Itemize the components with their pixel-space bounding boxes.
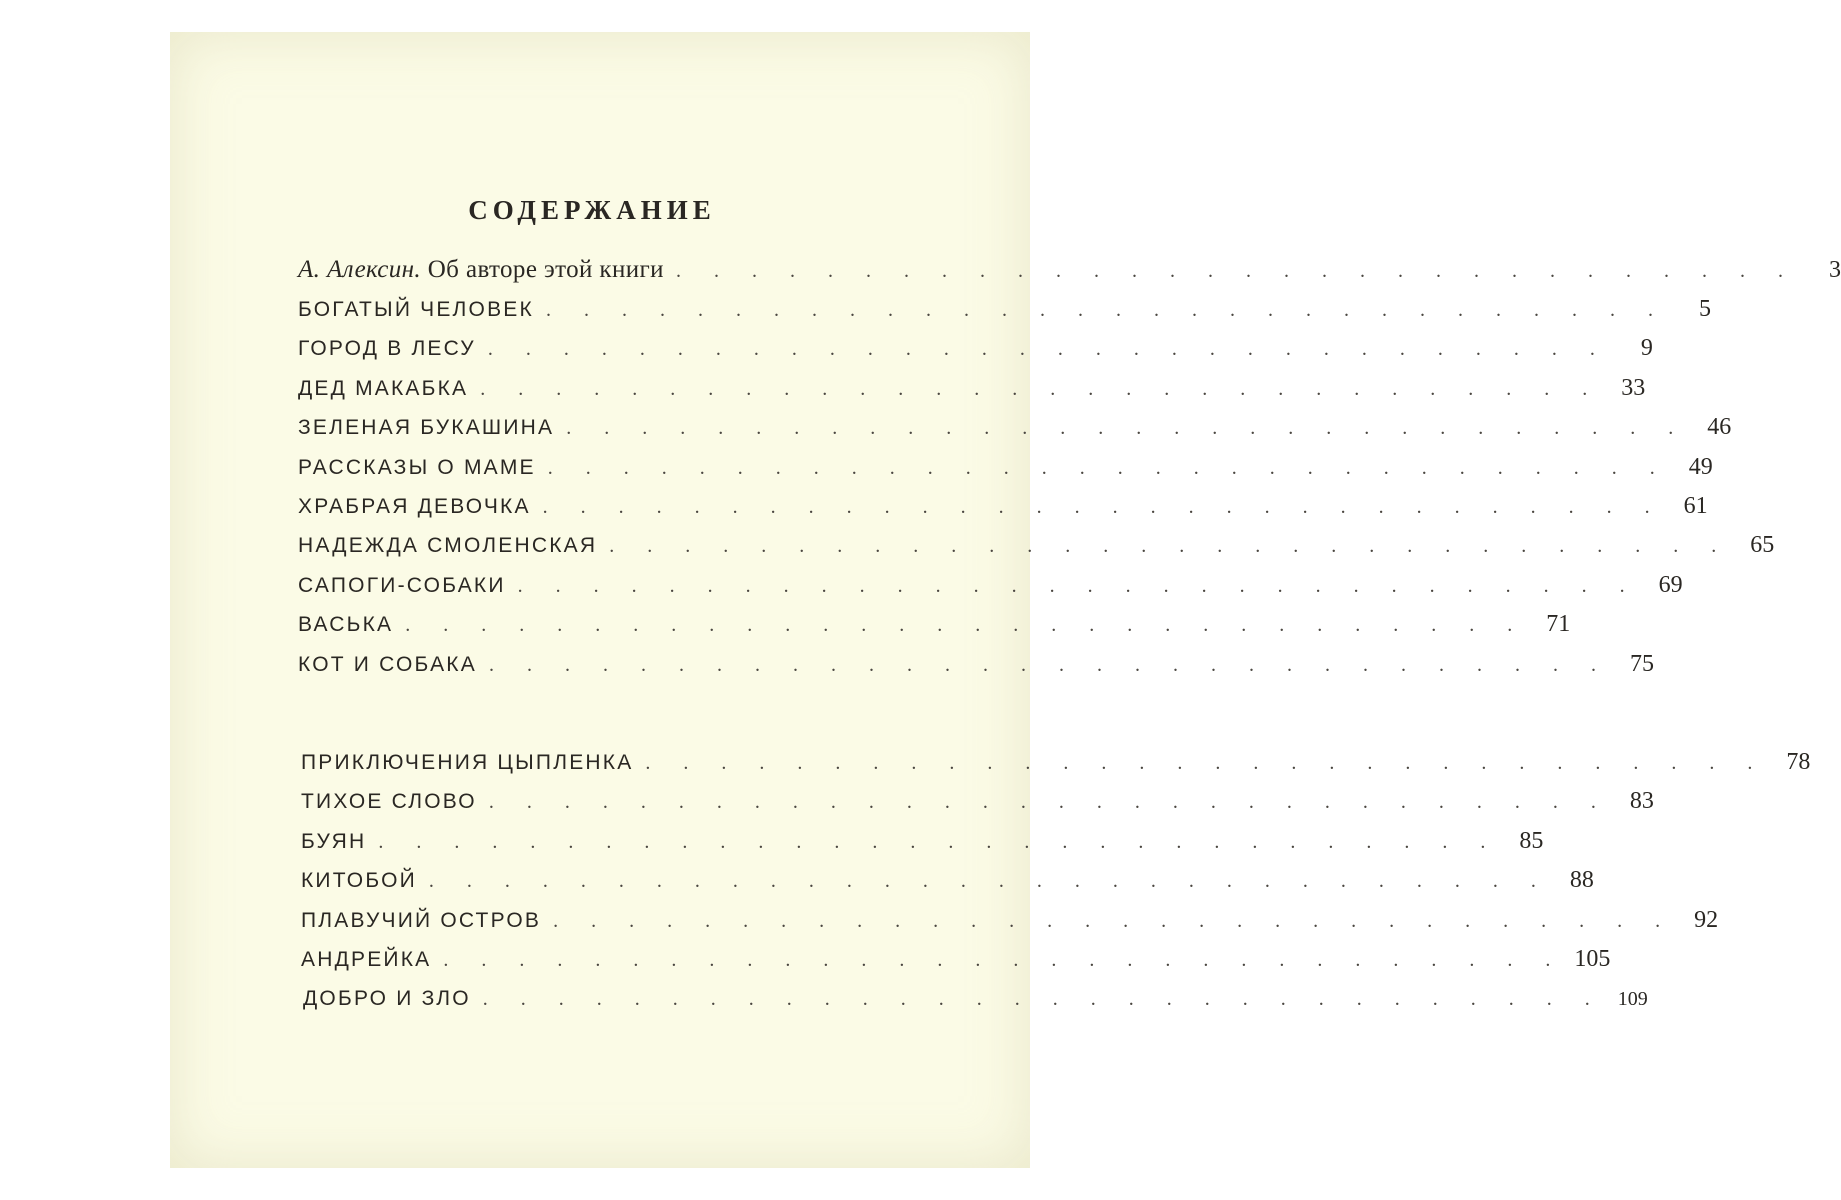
toc-entry-page: 105 (1574, 946, 1611, 972)
toc-entry-title: КОТ И СОБАКА (298, 653, 477, 676)
toc-entry-page: 49 (1688, 454, 1713, 480)
toc-entry-page: 83 (1629, 788, 1654, 814)
toc-entry-page: 46 (1707, 414, 1732, 440)
toc-entry (301, 946, 1611, 980)
toc-entry-title: ТИХОЕ СЛОВО (301, 790, 477, 813)
toc-entry-page: 92 (1694, 907, 1719, 933)
toc-entry-author: А. Алексин. (298, 256, 422, 283)
toc-entry (301, 867, 1594, 901)
toc-entry (301, 907, 1719, 941)
toc-leader-dots: . . . . . . . . . . . . . . . . . . . . . . . . . . . . . . (542, 496, 1664, 518)
toc-entry-title: САПОГИ-СОБАКИ (298, 574, 506, 597)
toc-leader-dots: . . . . . . . . . . . . . . . . . . . . . . . . . . . . . . (378, 831, 1500, 853)
toc-entry-title: ВАСЬКА (298, 613, 394, 636)
toc-leader-dots: . . . . . . . . . . . . . . . . . . . . . . . . . . . . . . (553, 910, 1675, 932)
toc-entry (298, 651, 1654, 685)
book-page (170, 32, 1841, 1168)
toc-leader-dots: . . . . . . . . . . . . . . . . . . . . . . . . . . . . . . (547, 457, 1669, 479)
toc-leader-dots: . . . . . . . . . . . . . . . . . . . . . . . . . . . . . . (545, 299, 1667, 321)
toc-entry (298, 256, 1841, 290)
toc-entry (298, 611, 1571, 645)
page-title: СОДЕРЖАНИЕ (468, 195, 716, 225)
toc-entry-title: БОГАТЫЙ ЧЕЛОВЕК (298, 298, 534, 321)
toc-entry-page: 69 (1658, 572, 1683, 598)
toc-entry-title: ДЕД МАКАБКА (298, 377, 469, 400)
toc-entry-title: Об авторе этой книги (427, 256, 664, 283)
toc-leader-dots: . . . . . . . . . . . . . . . . . . . . . . . . . . . . . . (517, 575, 1639, 597)
toc-leader-dots: . . . . . . . . . . . . . . . . . . . . . . . . . . . . . . (488, 791, 1610, 813)
toc-entry (301, 828, 1544, 862)
toc-entry (301, 788, 1654, 822)
toc-leader-dots: . . . . . . . . . . . . . . . . . . . . . . . . . . . . . . (488, 654, 1610, 676)
toc-entry-page: 33 (1621, 375, 1646, 401)
toc-entry-page: 88 (1569, 867, 1594, 893)
toc-entry-page: 85 (1519, 828, 1544, 854)
toc-leader-dots: . . . . . . . . . . . . . . . . . . . . . . . . . . . . . . (428, 870, 1550, 892)
toc-entry-page: 61 (1683, 493, 1708, 519)
toc-entry (298, 296, 1711, 330)
toc-entry-page: 65 (1750, 532, 1775, 558)
toc-entry-title: НАДЕЖДА СМОЛЕНСКАЯ (298, 534, 598, 557)
toc-entry (298, 493, 1708, 527)
toc-leader-dots: . . . . . . . . . . . . . . . . . . . . . . . . . . . . . . (609, 535, 1731, 557)
toc-entry-page: 109 (1617, 988, 1648, 1010)
toc-entry-title: ПЛАВУЧИЙ ОСТРОВ (301, 909, 542, 932)
toc-leader-dots: . . . . . . . . . . . . . . . . . . . . . . . . . . . . . . (405, 614, 1527, 636)
toc-leader-dots: . . . . . . . . . . . . . . . . . . . . . . . . . . . . . . (645, 752, 1767, 774)
toc-entry (298, 414, 1732, 448)
toc-leader-dots: . . . . . . . . . . . . . . . . . . . . . . . . . . . . . . (482, 988, 1604, 1010)
toc-entry (298, 572, 1683, 606)
toc-entry-title: АНДРЕЙКА (301, 948, 432, 971)
toc-entry-label (298, 256, 664, 284)
toc-entry-page: 71 (1546, 611, 1571, 637)
toc-entry (298, 454, 1713, 488)
table-of-contents (170, 32, 1841, 1168)
toc-entry-title: ЗЕЛЕНАЯ БУКАШИНА (298, 416, 555, 439)
toc-entry-page: 9 (1640, 335, 1653, 361)
toc-entry (298, 375, 1646, 409)
toc-entry (301, 749, 1811, 783)
toc-entry-title: ПРИКЛЮЧЕНИЯ ЦЫПЛЕНКА (301, 751, 634, 774)
toc-entry (298, 532, 1775, 566)
toc-entry-title: РАССКАЗЫ О МАМЕ (298, 456, 536, 479)
toc-entry-title: ГОРОД В ЛЕСУ (298, 337, 476, 360)
toc-entry-title: КИТОБОЙ (301, 869, 417, 892)
toc-entry-page: 75 (1629, 651, 1654, 677)
toc-leader-dots: . . . . . . . . . . . . . . . . . . . . . . . . . . . . . . (487, 338, 1609, 360)
toc-entry (298, 335, 1653, 369)
toc-entry-title: ДОБРО И ЗЛО (303, 987, 471, 1010)
toc-leader-dots: . . . . . . . . . . . . . . . . . . . . . . . . . . . . . . (443, 949, 1565, 971)
toc-entry-title: БУЯН (301, 830, 367, 853)
toc-entry-title: ХРАБРАЯ ДЕВОЧКА (298, 495, 531, 518)
toc-entry-page: 5 (1698, 296, 1711, 322)
toc-entry-page: 3 (1828, 257, 1841, 283)
toc-entry (303, 987, 1648, 1021)
toc-leader-dots: . . . . . . . . . . . . . . . . . . . . . . . . . . . . . . (480, 378, 1602, 400)
toc-entry-page: 78 (1786, 749, 1811, 775)
toc-leader-dots: . . . . . . . . . . . . . . . . . . . . . . . . . . . . . . (675, 260, 1797, 282)
toc-leader-dots: . . . . . . . . . . . . . . . . . . . . . . . . . . . . . . (566, 417, 1688, 439)
